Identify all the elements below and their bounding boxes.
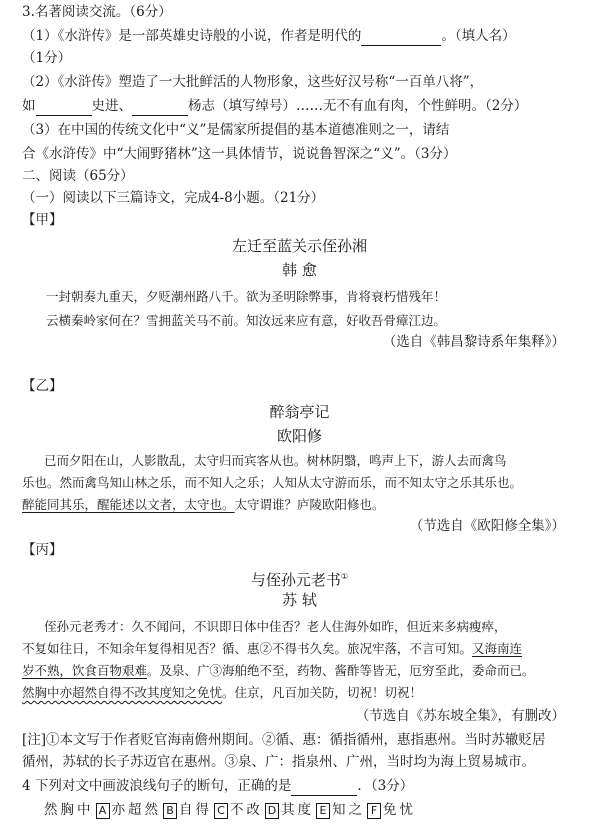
q4-seq-seg-6: 免忧: [383, 802, 416, 818]
q3-part3-line2: 合《水浒传》中“大闹野猪林”这一具体情节，说说鲁智深之“义”。（3分）: [22, 146, 457, 162]
option-box-f[interactable]: F: [367, 803, 381, 819]
yi-title: 醉翁亭记: [269, 403, 330, 421]
yi-author: 欧阳修: [276, 427, 322, 445]
q4-seq-seg-4: 其度: [281, 802, 314, 818]
bing-line4-tail: 。住京，凡百加关防，切祝！切祝！: [222, 685, 423, 700]
bing-underline-start: 又海南连: [472, 641, 523, 656]
note-line1: [注]①本文写于作者贬官海南儋州期间。②循、惠：循指循州，惠指惠州。当时苏辙贬居: [22, 732, 546, 748]
bing-line2: [22, 640, 591, 657]
q3-part1-text: （1）《水浒传》是一部英雄史诗般的小说，作者是明代的: [22, 28, 362, 44]
yi-line3-tail: 太守谓谁？庐陵欧阳修也。: [234, 497, 385, 512]
jia-label: 【甲】: [22, 212, 63, 228]
note-line2: 循州，苏轼的长子苏迈官在惠州。③泉、广：指泉州、广州，当时均为海上贸易城市。: [22, 754, 535, 770]
q3-part1-score: （1分）: [22, 50, 72, 66]
bing-underline-end: 岁不熟，饮食百物艰难: [22, 663, 148, 678]
q3-title: 3.名著阅读交流。（6分）: [22, 4, 172, 20]
q3-part3-line1: （3）在中国的传统文化中“义”是儒家所提倡的基本道德准则之一，请结: [22, 122, 450, 138]
yi-label: 【乙】: [22, 378, 63, 394]
nickname-blank-2[interactable]: [132, 98, 188, 116]
q4-seq-seg-3: 不改: [230, 802, 263, 818]
q3-part2-line2: [22, 98, 591, 116]
q4-stem: [22, 778, 591, 796]
bing-author: 苏 轼: [282, 591, 317, 609]
option-box-c[interactable]: C: [214, 803, 228, 819]
q4-answer-blank[interactable]: [291, 778, 357, 796]
bing-title-note: ①: [340, 572, 349, 581]
q4-seq-seg-5: 知之: [332, 802, 365, 818]
bing-source: （节选自《苏东坡全集》，有删改）: [355, 708, 565, 724]
yi-underlined-sentence: 醉能同其乐，醒能述以文者，太守也。: [22, 497, 235, 512]
jia-title: 左迁至蓝关示侄孙湘: [231, 237, 367, 255]
q3-part2-ru: 如: [22, 98, 36, 114]
q4-sequence: [44, 802, 591, 819]
nickname-blank-1[interactable]: [36, 98, 92, 116]
q4-score: ．（3分）: [357, 778, 414, 794]
yi-line1: 已而夕阳在山，人影散乱，太守归而宾客从也。树林阴翳，鸣声上下，游人去而禽鸟: [44, 453, 507, 468]
bing-title: [0, 568, 599, 589]
jia-author: 韩 愈: [282, 261, 317, 279]
jia-source: （选自《韩昌黎诗系年集释》）: [382, 334, 565, 350]
bing-line4: [22, 684, 591, 701]
bing-label: 【丙】: [22, 542, 63, 558]
bing-line3-tail: 。及泉、广③海舶绝不至，药物、酱酢等皆无，厄穷至此，委命而已。: [147, 663, 535, 678]
yi-source: （节选自《欧阳修全集》）: [409, 518, 565, 534]
bing-line2-text: 不复如往日，不知余年复得相见否？循、惠②不得书久矣。旅况牢落，不言可知。: [22, 641, 473, 656]
q3-part1: [22, 28, 591, 46]
q3-part2-shijin: 史进、: [91, 98, 132, 114]
q4-seq-seg-0: 然胸中: [44, 802, 94, 818]
bing-title-text: 与侄孙元老书: [250, 571, 341, 589]
option-box-a[interactable]: A: [96, 803, 110, 819]
section2-subtitle: （一）阅读以下三篇诗文，完成4-8小题。（21分）: [22, 190, 325, 206]
author-blank[interactable]: [361, 28, 441, 46]
jia-line1: 一封朝奏九重天，夕贬潮州路八千。欲为圣明除弊事，肯将衰朽惜残年！: [46, 289, 447, 304]
bing-line1: 侄孙元老秀才：久不闻问，不识即日体中佳否？老人住海外如昨，但近来多病瘦瘁，: [44, 619, 507, 634]
yi-line2: 乐也。然而禽鸟知山林之乐，而不知人之乐；人知从太守游而乐，而不知太守之乐其乐也。: [22, 475, 523, 490]
yi-line3: [22, 496, 591, 513]
bing-wavy-sentence: 然胸中亦超然自得不改其度知之免忧: [22, 685, 223, 700]
option-box-d[interactable]: D: [265, 803, 279, 819]
option-box-b[interactable]: B: [163, 803, 177, 819]
bing-line3: [22, 662, 591, 679]
q4-seq-seg-1: 亦超然: [111, 802, 161, 818]
q3-part1-tail: 。（填人名）: [441, 28, 516, 44]
q4-seq-seg-2: 自得: [179, 802, 212, 818]
option-box-e[interactable]: E: [316, 803, 330, 819]
section2-title: 二、阅读（65分）: [22, 168, 134, 184]
q3-part2-tail: 杨志（填写绰号）……无不有血有肉，个性鲜明。（2分）: [188, 98, 528, 114]
q3-part2-line1: （2）《水浒传》塑造了一大批鲜活的人物形象，这些好汉号称“一百单八将”，: [22, 74, 484, 90]
q4-stem-text: 4 下列对文中画波浪线句子的断句，正确的是: [22, 778, 292, 794]
jia-line2: 云横秦岭家何在？雪拥蓝关马不前。知汝远来应有意，好收吾骨瘴江边。: [46, 313, 447, 328]
